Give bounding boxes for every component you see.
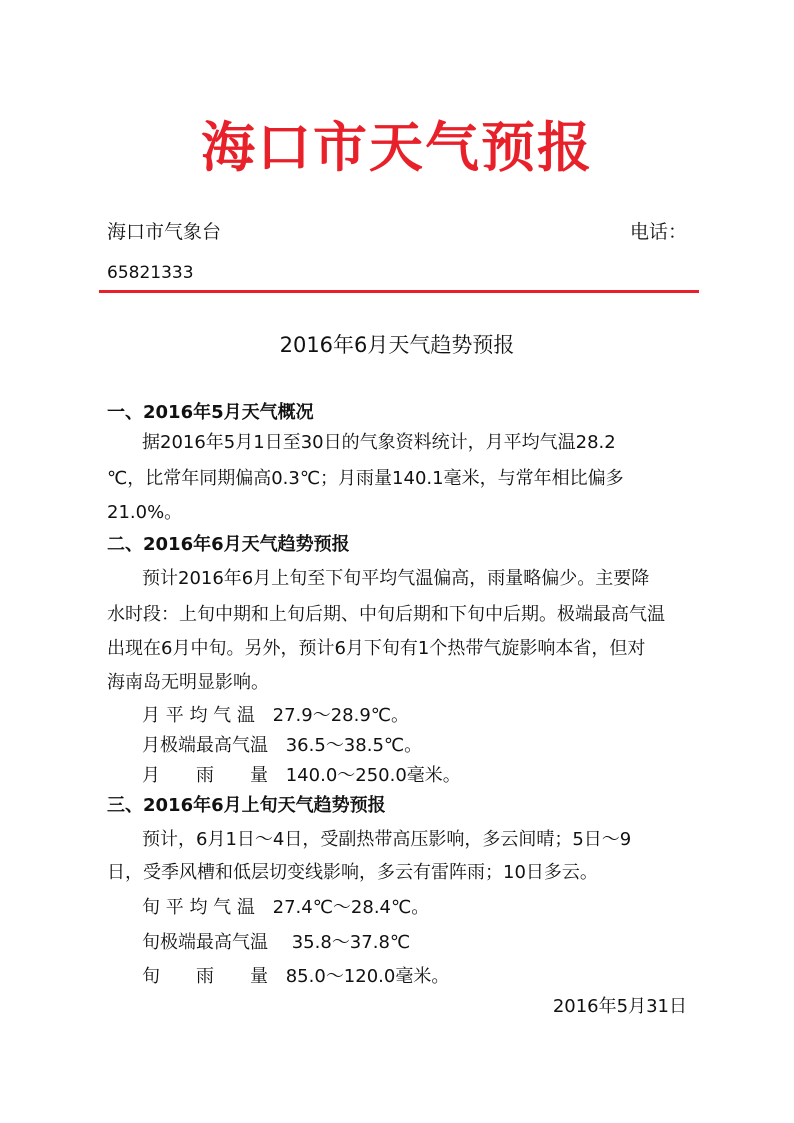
phone-number: 65821333 (107, 263, 194, 283)
paragraph-line: 21.0%。 (107, 502, 183, 523)
paragraph-line: 据2016年5月1日至30日的气象资料统计，月平均气温28.2 (142, 432, 616, 453)
stat-label: 月 雨 量 (142, 765, 268, 786)
stat-value: 140.0～250.0毫米。 (285, 765, 461, 786)
stat-value: 85.0～120.0毫米。 (285, 966, 450, 987)
stat-value: 35.8～37.8℃ (291, 932, 411, 953)
paragraph-line: 海南岛无明显影响。 (107, 672, 269, 693)
stat-value: 36.5～38.5℃。 (285, 735, 423, 756)
paragraph-line: 预计2016年6月上旬至下旬平均气温偏高，雨量略偏少。主要降 (142, 568, 650, 589)
red-divider (99, 290, 699, 293)
stat-value: 27.9～28.9℃。 (272, 705, 409, 726)
agency-name: 海口市气象台 (107, 221, 222, 243)
stat-row (142, 893, 429, 923)
paragraph-line: 水时段：上旬中期和上旬后期、中旬后期和下旬中后期。极端最高气温 (107, 604, 665, 625)
paragraph-line: 预计，6月1日～4日，受副热带高压影响，多云间晴；5日～9 (142, 829, 632, 850)
stat-row (142, 731, 422, 761)
section-heading: 三、2016年6月上旬天气趋势预报 (107, 795, 386, 816)
section-heading: 一、2016年5月天气概况 (107, 402, 314, 423)
stat-row (142, 928, 410, 958)
paragraph-line: 出现在6月中旬。另外，预计6月下旬有1个热带气旋影响本省，但对 (107, 638, 646, 659)
page-title: 海口市天气预报 (201, 116, 593, 179)
document-heading: 2016年6月天气趋势预报 (279, 333, 515, 357)
stat-row (142, 701, 409, 731)
stat-label: 旬 雨 量 (142, 966, 268, 987)
stat-label: 月极端最高气温 (142, 735, 268, 756)
stat-value: 27.4℃～28.4℃。 (272, 897, 430, 918)
section-heading: 二、2016年6月天气趋势预报 (107, 534, 350, 555)
paragraph-line: 日，受季风槽和低层切变线影响，多云有雷阵雨；10日多云。 (107, 862, 598, 883)
stat-row (142, 761, 461, 791)
phone-label: 电话： (630, 221, 688, 243)
paragraph-line: ℃，比常年同期偏高0.3℃；月雨量140.1毫米，与常年相比偏多 (107, 468, 624, 489)
stat-row (142, 962, 449, 992)
document-date: 2016年5月31日 (552, 996, 687, 1017)
stat-label: 月 平 均 气 温 (142, 705, 255, 726)
stat-label: 旬极端最高气温 (142, 932, 268, 953)
stat-label: 旬 平 均 气 温 (142, 897, 255, 918)
